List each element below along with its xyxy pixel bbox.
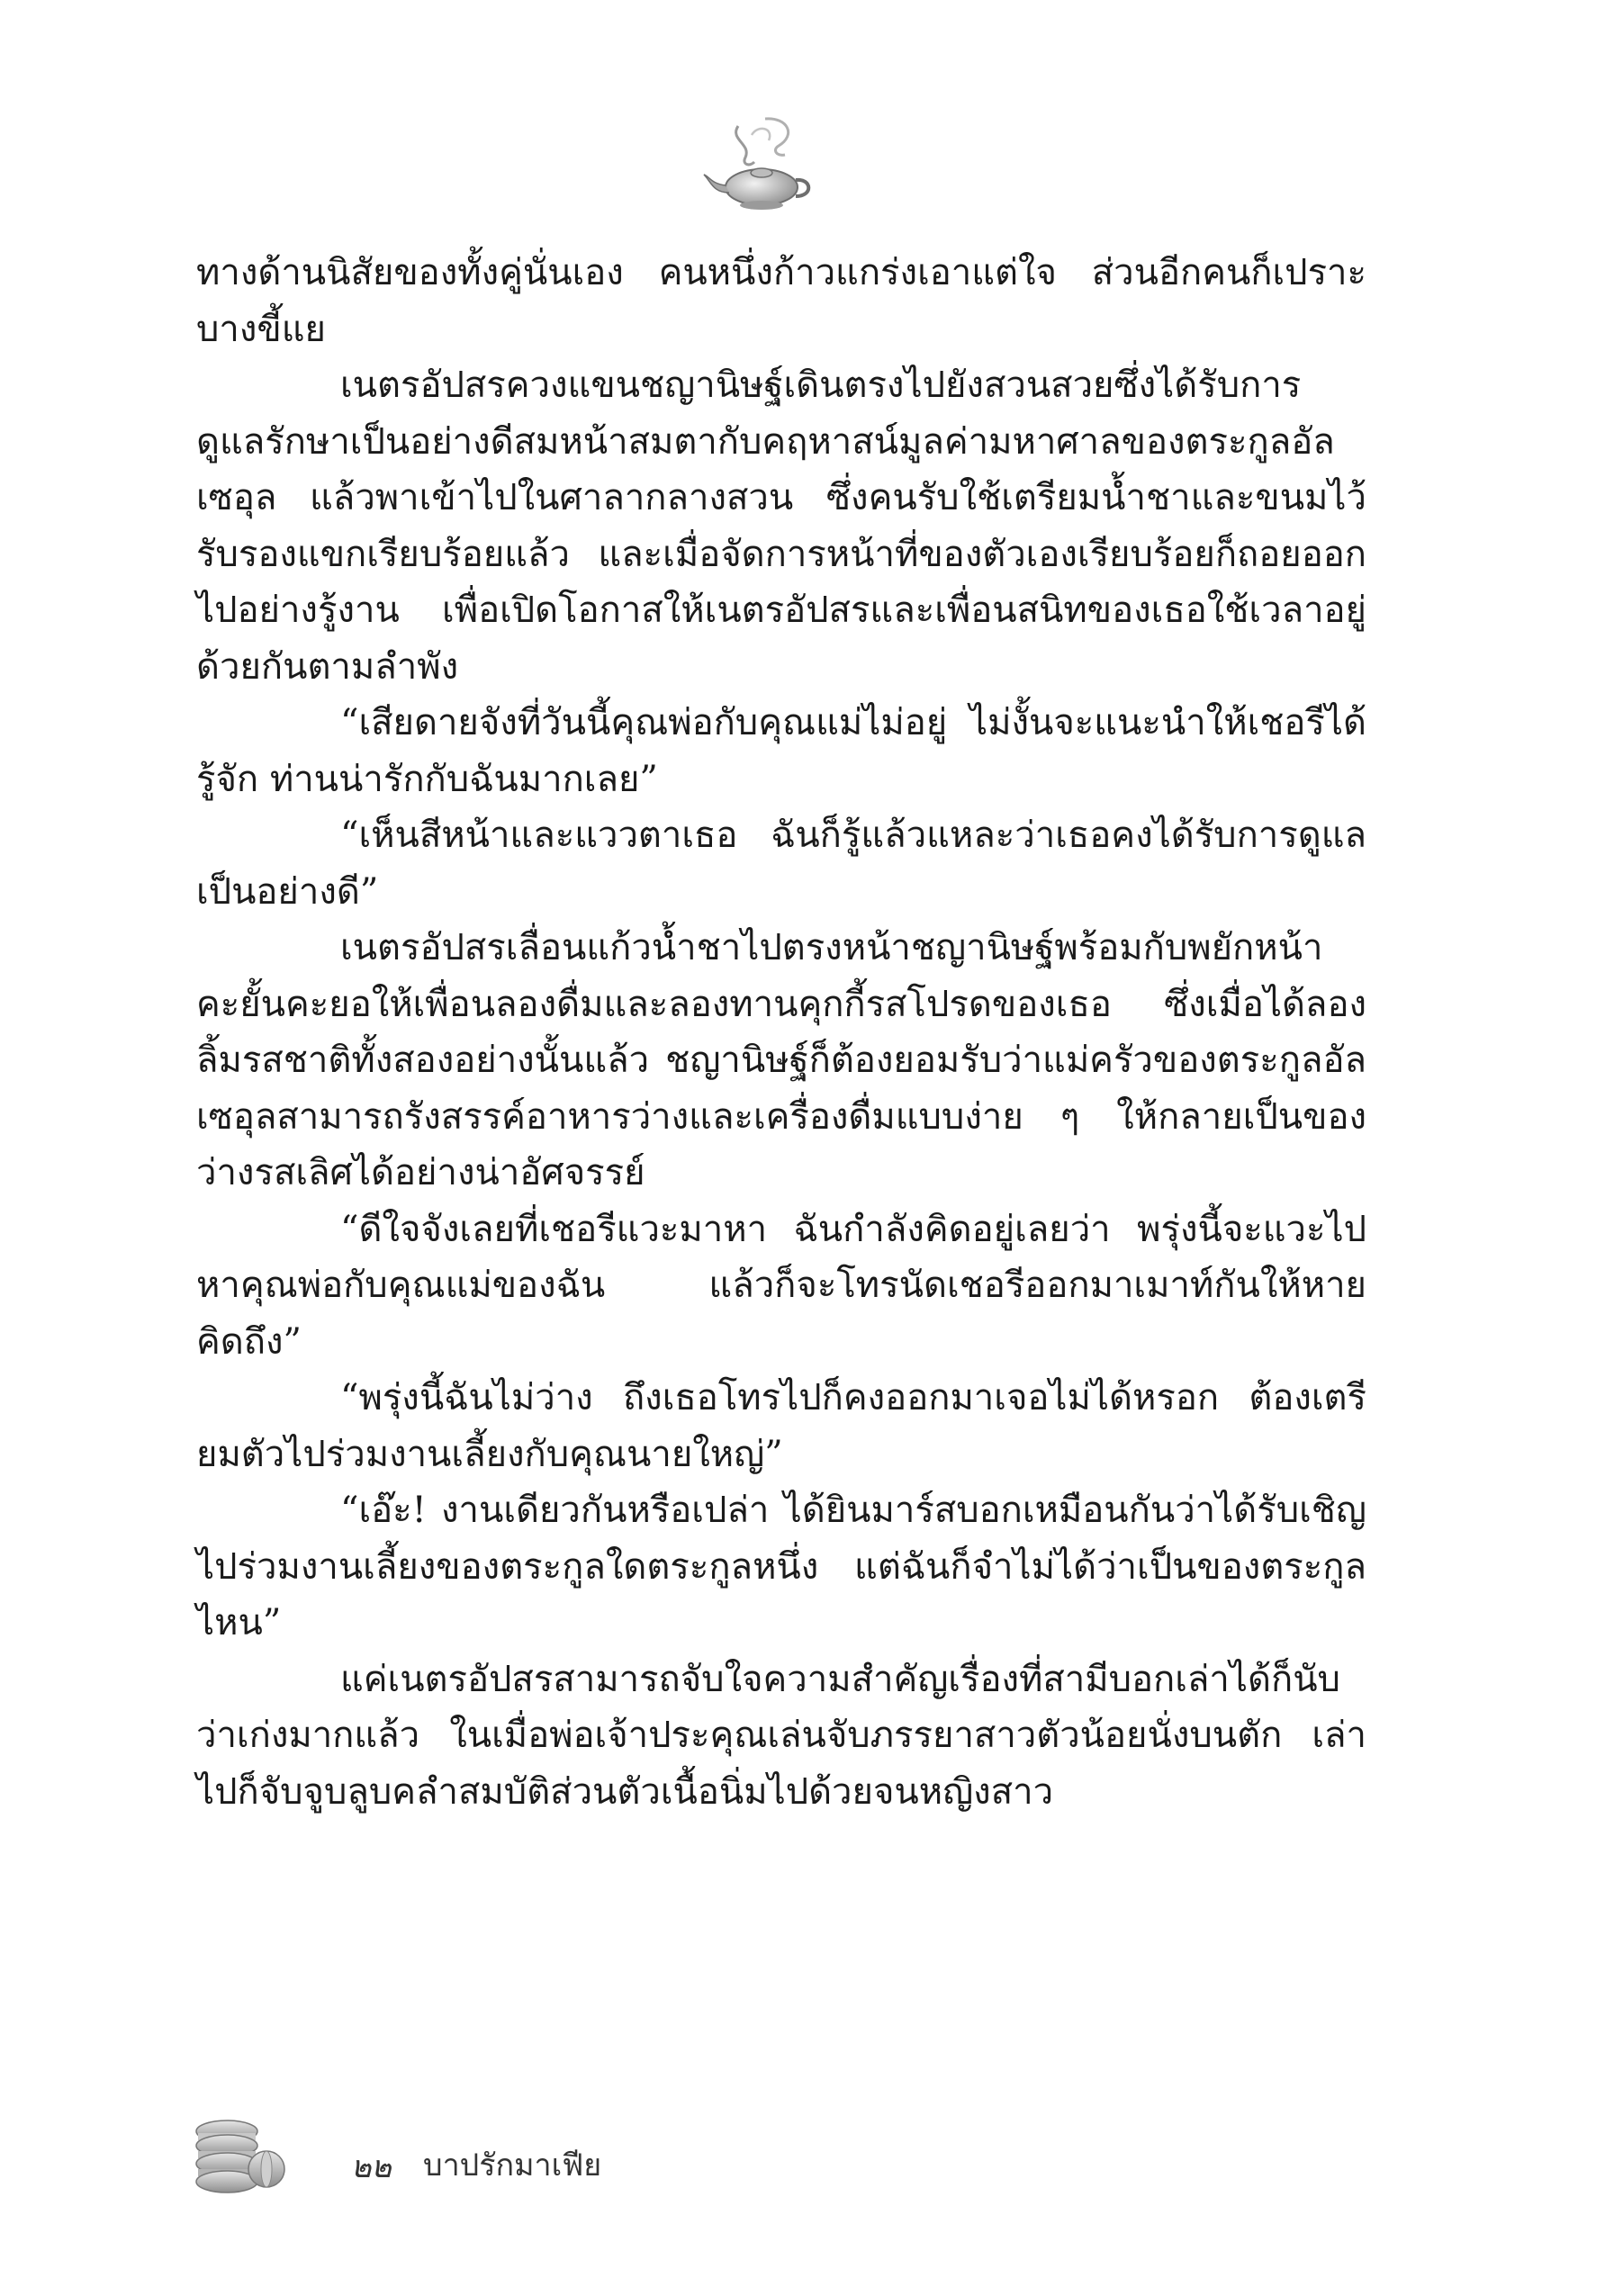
book-title: บาปรักมาเฟีย [423, 2147, 602, 2183]
paragraph-2: เนตรอัปสรควงแขนชญานิษฐ์เดินตรงไปยังสวนสวยซึ่งได้รับการดูแลรักษาเป็นอย่างดีสมหน้าสมตากับคฤหาสน์มูลค่ามหาศาลของตระกูลอัลเซอุล แล้วพาเข้าไปในศาลากลางสวน ซึ่งคนรับใช้เตรียมน้ำชาและขนมไว้รับรองแขกเรียบร้อยแล้ว และเมื่อจัดการหน้าที่ของตัวเองเรียบร้อยก็ถอยออกไปอย่างรู้งาน เพื่อเปิดโอกาสให้เนตรอัปสรและเพื่อนสนิทของเธอใช้เวลาอยู่ด้วยกันตามลำพัง [196, 365, 1366, 688]
macaron-stack-icon [189, 2106, 288, 2205]
paragraph-1: ทางด้านนิสัยของทั้งคู่นั่นเอง คนหนึ่งก้าวแกร่งเอาแต่ใจ ส่วนอีกคนก็เปราะบางขี้แย [196, 252, 1366, 350]
paragraph-4: “เห็นสีหน้าและแววตาเธอ ฉันก็รู้แล้วแหละว่าเธอคงได้รับการดูแลเป็นอย่างดี” [196, 815, 1366, 913]
paragraph-6: “ดีใจจังเลยที่เชอรีแวะมาหา ฉันกำลังคิดอยู่เลยว่า พรุ่งนี้จะแวะไปหาคุณพ่อกับคุณแม่ของฉัน แล้วก็จะโทรนัดเชอรีออกมาเมาท์กันให้หายคิดถึง” [196, 1208, 1366, 1363]
body-text [196, 245, 1366, 1820]
paragraph-5: เนตรอัปสรเลื่อนแก้วน้ำชาไปตรงหน้าชญานิษฐ์พร้อมกับพยักหน้าคะยั้นคะยอให้เพื่อนลองดื่มและลองทานคุกกี้รสโปรดของเธอ ซึ่งเมื่อได้ลองลิ้มรสชาติทั้งสองอย่างนั้นแล้ว ชญานิษฐ์ก็ต้องยอมรับว่าแม่ครัวของตระกูลอัลเซอุลสามารถรังสรรค์อาหารว่างและเครื่องดื่มแบบง่าย ๆ ให้กลายเป็นของว่างรสเลิศได้อย่างน่าอัศจรรย์ [196, 927, 1366, 1193]
page-footer [189, 2106, 729, 2205]
paragraph-9: แค่เนตรอัปสรสามารถจับใจความสำคัญเรื่องที่สามีบอกเล่าได้ก็นับว่าเก่งมากแล้ว ในเมื่อพ่อเจ้าประคุณเล่นจับภรรยาสาวตัวน้อยนั่งบนตัก เล่าไปก็จับจูบลูบคลำสมบัติส่วนตัวเนื้อนิ่มไปด้วยจนหญิงสาว [196, 1658, 1366, 1813]
paragraph-7: “พรุ่งนี้ฉันไม่ว่าง ถึงเธอโทรไปก็คงออกมาเจอไม่ได้หรอก ต้องเตรียมตัวไปร่วมงานเลี้ยงกับคุณนายใหญ่” [196, 1377, 1366, 1475]
teapot-icon [702, 108, 819, 225]
paragraph-3: “เสียดายจังที่วันนี้คุณพ่อกับคุณแม่ไม่อยู่ ไม่งั้นจะแนะนำให้เชอรีได้รู้จัก ท่านน่ารักกับฉันมากเลย” [196, 702, 1366, 800]
paragraph-8: “เอ๊ะ! งานเดียวกันหรือเปล่า ได้ยินมาร์สบอกเหมือนกันว่าได้รับเชิญไปร่วมงานเลี้ยงของตระกูลใดตระกูลหนึ่ง แต่ฉันก็จำไม่ได้ว่าเป็นของตระกูลไหน” [196, 1490, 1366, 1643]
page-number: ๒๒ [351, 2149, 392, 2185]
